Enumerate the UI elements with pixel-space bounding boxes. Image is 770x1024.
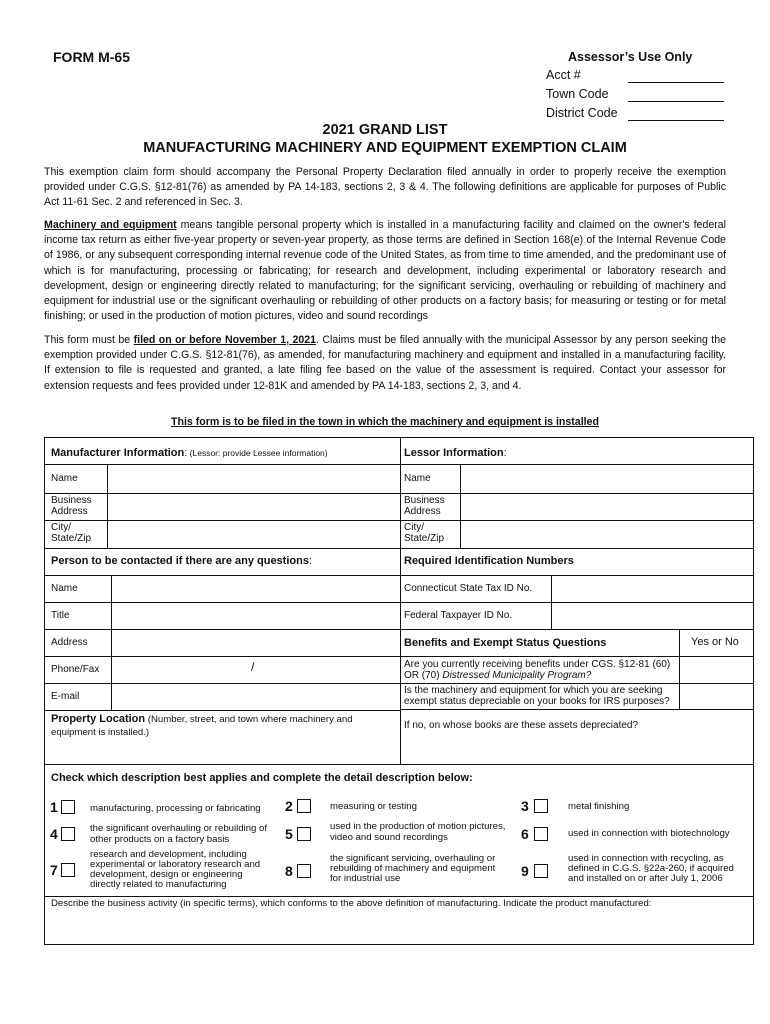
item-1-number: 1: [50, 799, 58, 815]
row-line: [401, 709, 754, 710]
yes-no-heading: Yes or No: [691, 636, 739, 648]
item-9-desc-line2: defined in C.G.S. §22a-260, if acquired: [568, 863, 734, 874]
phone-fax-separator: /: [251, 660, 255, 674]
manufacturer-heading-text: Manufacturer Information: [51, 447, 185, 459]
item-9-desc-line1: used in connection with recycling, as: [568, 853, 724, 864]
lessor-business-label: Business: [404, 495, 445, 506]
item-7-desc-line2: experimental or laboratory research and: [90, 859, 261, 870]
intro-paragraph: This exemption claim form should accompany the Personal Property Declaration filed annually in order to properly receive the exemption provided under C.G.S. §12-81(76) as amended by PA 14-183, sections 2, 3 & 4. The following definitions are applicable for purposes of Public Act 11-61 Sec. 2 and referenced in Sec. 3.: [44, 166, 726, 209]
title-exemption-claim: MANUFACTURING MACHINERY AND EQUIPMENT EXEMPTION CLAIM: [143, 140, 627, 156]
item-7-desc-line4: directly related to manufacturing: [90, 879, 227, 890]
acct-field[interactable]: [546, 68, 726, 86]
ct-tax-id-input[interactable]: [552, 576, 754, 602]
item-9-number: 9: [521, 863, 529, 879]
property-location-label: Property Location: [51, 713, 146, 725]
ct-tax-id-label: Connecticut State Tax ID No.: [404, 583, 533, 594]
mfr-name-input[interactable]: [108, 465, 399, 492]
lessor-city-input[interactable]: [461, 521, 754, 548]
item-1-desc: manufacturing, processing or fabricating: [90, 803, 261, 814]
item-7-desc-line1: research and development, including: [90, 849, 247, 860]
filing-paragraph: [44, 333, 726, 394]
item-6-checkbox[interactable]: [534, 827, 548, 841]
item-5-desc-line1: used in the production of motion pictures,: [330, 821, 506, 832]
mfr-state-label: State/Zip: [51, 533, 92, 544]
property-location-note2: equipment is installed.): [51, 727, 150, 738]
describe-activity-prompt: Describe the business activity (in specific terms), which conforms to the above definition of manufacturing. Indicate the product manufactured:: [51, 898, 652, 909]
property-location-note1: (Number, street, and town where machinery and: [145, 714, 353, 725]
benefits-q1-program: Distressed Municipality Program?: [442, 670, 592, 681]
lessor-name-input[interactable]: [461, 465, 754, 492]
benefits-heading: Benefits and Exempt Status Questions: [404, 637, 607, 649]
town-code-line: [628, 101, 724, 102]
federal-id-label: Federal Taxpayer ID No.: [404, 610, 513, 621]
lessor-address-label: Address: [404, 506, 441, 517]
item-9-desc-line3: and installed on or after July 1, 2006: [568, 873, 723, 884]
contact-email-input[interactable]: [112, 684, 399, 710]
lessor-name-label: Name: [404, 473, 431, 484]
contact-heading: [51, 555, 312, 567]
row-line: [45, 710, 400, 711]
item-8-number: 8: [285, 863, 293, 879]
item-6-number: 6: [521, 826, 529, 842]
contact-phone-label: Phone/Fax: [51, 664, 100, 675]
district-code-label: District Code: [546, 106, 618, 120]
contact-title-label: Title: [51, 610, 70, 621]
assessor-use-title: Assessor’s Use Only: [568, 50, 693, 64]
benefits-q1-answer[interactable]: [680, 657, 754, 683]
row-line: [45, 548, 754, 549]
mfr-address-label: Address: [51, 506, 88, 517]
contact-phone-input[interactable]: [112, 657, 399, 683]
filing-text-after: . Claims must be filed annually with the municipal Assessor by any person seeking the exemption provided under C.G.S. §12-81(76), as amended, for manufacturing machinery and equipment and installed in a manufacturing facility. If extension to file is requested and granted, a late filing fee based on the value of the assessment is required. Contact your assessor for extension requests and fees provided under 12-81K and amended by PA 14-183, sections 2, 3, and 4.: [44, 334, 726, 392]
item-7-checkbox[interactable]: [61, 863, 75, 877]
item-3-desc: metal finishing: [568, 801, 630, 812]
item-8-checkbox[interactable]: [297, 864, 311, 878]
lessor-state-label: State/Zip: [404, 533, 445, 544]
benefits-q1-line1: Are you currently receiving benefits under CGS. §12-81 (60): [404, 659, 671, 670]
form-id: FORM M-65: [53, 49, 130, 65]
mfr-address-input[interactable]: [108, 494, 399, 520]
district-code-line: [628, 120, 724, 121]
item-8-desc-line3: for industrial use: [330, 873, 401, 884]
contact-title-input[interactable]: [112, 603, 399, 629]
benefits-q1-line2: [404, 670, 591, 682]
benefits-q2-line1: Is the machinery and equipment for which you are seeking: [404, 685, 663, 696]
contact-address-label: Address: [51, 637, 88, 648]
item-5-number: 5: [285, 826, 293, 842]
contact-name-label: Name: [51, 583, 78, 594]
check-heading: Check which description best applies and complete the detail description below:: [51, 772, 473, 784]
item-4-desc-line1: the significant overhauling or rebuilding of: [90, 823, 268, 834]
contact-address-input[interactable]: [112, 630, 399, 656]
lessor-heading-colon: :: [503, 447, 507, 459]
benefits-q3: If no, on whose books are these assets depreciated?: [404, 720, 639, 731]
manufacturer-heading-colon: :: [184, 447, 188, 459]
depreciation-owner-input[interactable]: [401, 732, 754, 763]
contact-heading-colon: :: [308, 555, 313, 567]
item-2-checkbox[interactable]: [297, 799, 311, 813]
definition-term: Machinery and equipment: [44, 219, 177, 231]
acct-label: Acct #: [546, 68, 581, 82]
item-1-checkbox[interactable]: [61, 800, 75, 814]
item-4-desc-line2: other products on a factory basis: [90, 834, 230, 845]
item-8-desc-line1: the significant servicing, overhauling or: [330, 853, 496, 864]
item-4-number: 4: [50, 826, 58, 842]
benefits-q2-answer[interactable]: [680, 684, 754, 709]
item-5-desc-line2: video and sound recordings: [330, 832, 448, 843]
contact-email-label: E-mail: [51, 691, 80, 702]
filing-deadline: filed on or before November 1, 2021: [133, 334, 317, 346]
federal-id-input[interactable]: [552, 603, 754, 629]
row-line: [45, 896, 754, 897]
row-line: [45, 764, 754, 765]
item-7-number: 7: [50, 862, 58, 878]
contact-name-input[interactable]: [112, 576, 399, 602]
item-6-desc: used in connection with biotechnology: [568, 828, 730, 839]
mfr-city-input[interactable]: [108, 521, 399, 548]
acct-line: [628, 82, 724, 83]
item-4-checkbox[interactable]: [61, 827, 75, 841]
describe-activity-input[interactable]: [46, 912, 753, 944]
definition-paragraph: [44, 218, 726, 324]
manufacturer-lessee-note: (Lessor: provide Lessee information): [187, 448, 328, 458]
mfr-business-label: Business: [51, 495, 92, 506]
lessor-heading: [404, 447, 507, 459]
item-9-checkbox[interactable]: [534, 864, 548, 878]
town-code-field[interactable]: [546, 87, 726, 105]
filed-town-note: This form is to be filed in the town in which the machinery and equipment is installed: [171, 416, 599, 428]
claim-form-table: [44, 437, 754, 945]
lessor-address-input[interactable]: [461, 494, 754, 520]
lessor-heading-text: Lessor Information: [404, 447, 504, 459]
item-2-number: 2: [285, 798, 293, 814]
item-8-desc-line2: rebuilding of machinery and equipment: [330, 863, 496, 874]
title-grand-list: 2021 GRAND LIST: [322, 122, 448, 138]
ids-heading: Required Identification Numbers: [404, 555, 574, 567]
filing-text-before: This form must be: [44, 334, 134, 346]
contact-heading-text: Person to be contacted if there are any questions: [51, 555, 309, 567]
manufacturer-heading: [51, 447, 328, 459]
definition-text: means tangible personal property which is installed in a manufacturing facility and claimed on the owner's federal income tax return as either five-year property or seven-year property, as those terms are defined in Section 168(e) of the Internal Revenue Code of 1986, or any subsequent corresponding internal revenue code of the United States, as from time to time amended, and the predominant use of which is for manufacturing, processing or fabricating; for research and development, including experimental or laboratory research and development, design or engineering directly related to manufacturing; for the significant servicing, overhauling or rebuilding of machinery and equipment for industrial use or the significant overhauling or rebuilding of other products on a factory basis; for measuring or testing or for metal finishing; or used in the production of motion pictures, video and sound recordings: [44, 219, 726, 323]
divider-center: [400, 438, 401, 764]
benefits-q2-line2: exempt status depreciable on your books for IRS purposes?: [404, 696, 670, 707]
item-3-number: 3: [521, 798, 529, 814]
town-code-label: Town Code: [546, 87, 609, 101]
lessor-city-label: City/: [404, 522, 424, 533]
item-2-desc: measuring or testing: [330, 801, 417, 812]
mfr-name-label: Name: [51, 473, 78, 484]
property-location-input[interactable]: [46, 738, 399, 763]
item-5-checkbox[interactable]: [297, 827, 311, 841]
item-3-checkbox[interactable]: [534, 799, 548, 813]
benefits-q1-or: OR (70): [404, 670, 443, 681]
mfr-city-label: City/: [51, 522, 71, 533]
property-location: [51, 714, 393, 726]
item-7-desc-line3: development, design or engineering: [90, 869, 243, 880]
